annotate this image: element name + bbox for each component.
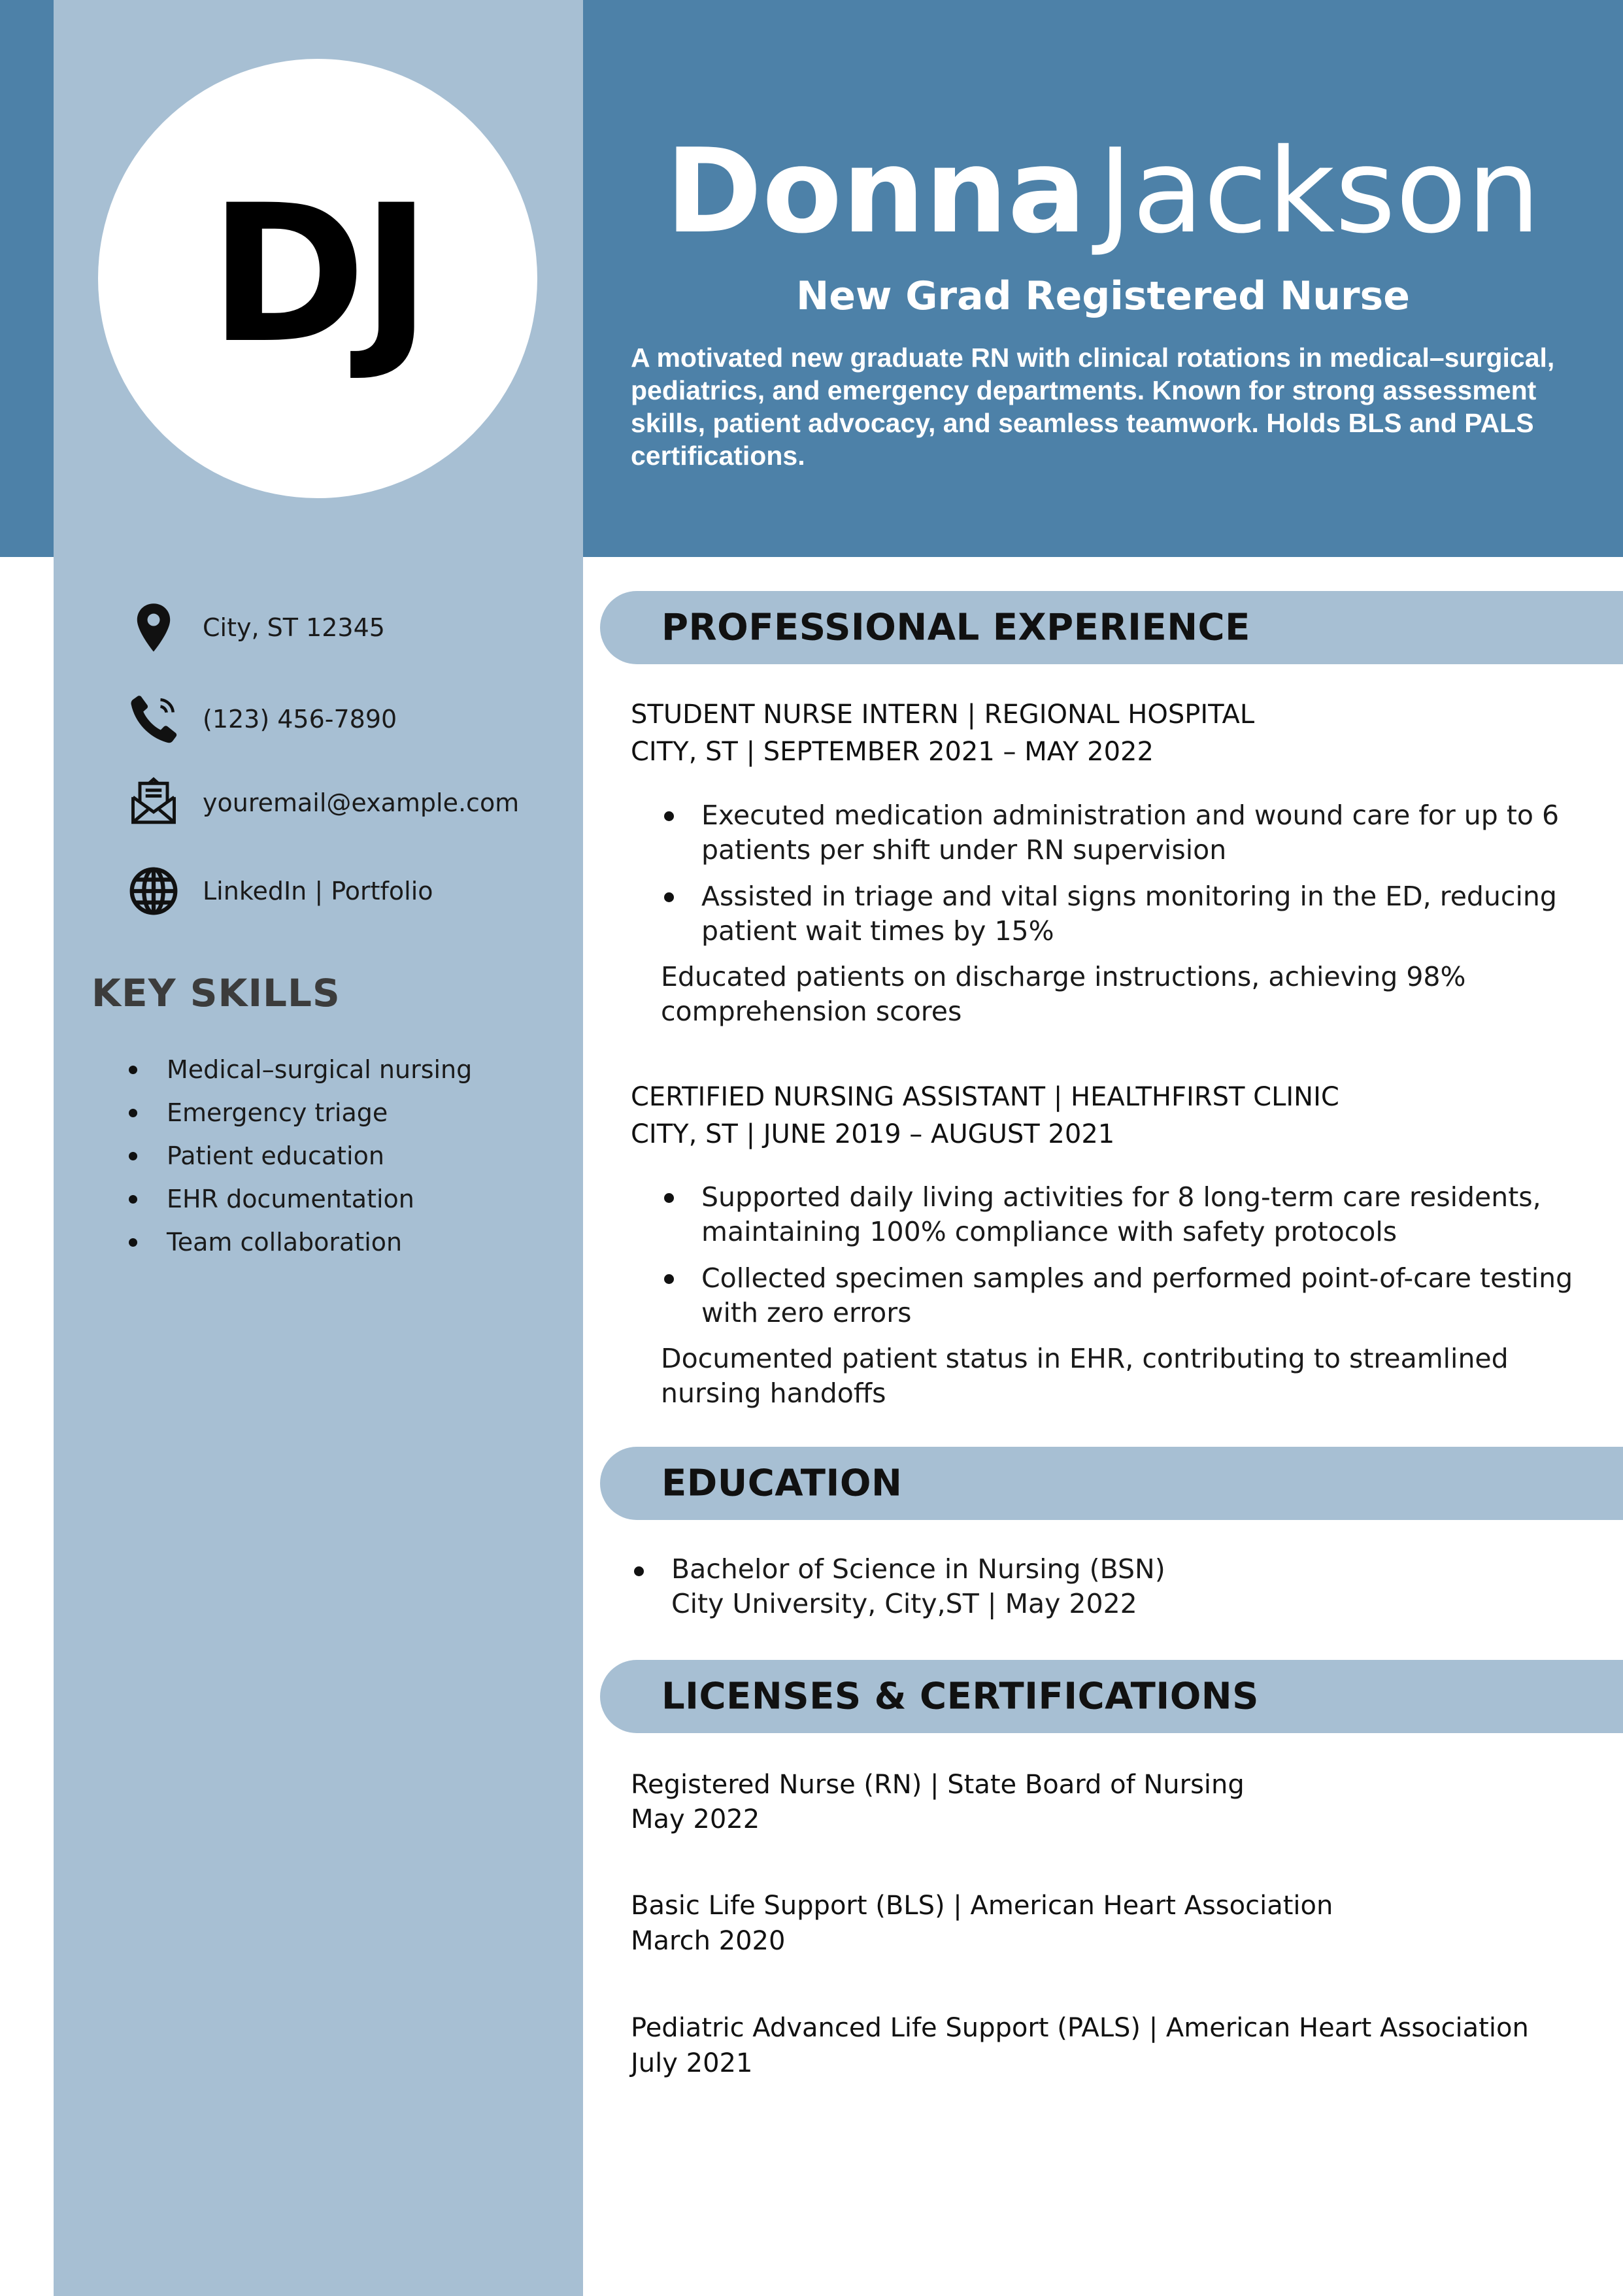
- location-pin-icon: [124, 598, 183, 657]
- skill-item: Emergency triage: [127, 1096, 472, 1139]
- job-title: New Grad Registered Nurse: [796, 273, 1410, 319]
- cert-date: March 2020: [631, 1926, 786, 1956]
- left-accent-strip: [0, 0, 54, 557]
- skills-list: [127, 1053, 472, 1268]
- job-bullet: Executed medication administration and wound care for up to 6 patients per shift under RN supervision: [701, 798, 1603, 868]
- email-text: youremail@example.com: [203, 788, 520, 817]
- phone-icon: [124, 690, 183, 749]
- degree: Bachelor of Science in Nursing (BSN): [671, 1553, 1165, 1585]
- location-text: City, ST 12345: [203, 613, 385, 642]
- last-name: Jackson: [1097, 124, 1541, 259]
- education-entry: [671, 1552, 1586, 1621]
- job-meta: CITY, ST | JUNE 2019 – AUGUST 2021: [631, 1119, 1115, 1149]
- experience-section-header: [600, 591, 1623, 664]
- monogram-circle: [98, 59, 537, 498]
- skill-item: Patient education: [127, 1139, 472, 1182]
- job-extra: Educated patients on discharge instructions, achieving 98% comprehension scores: [661, 961, 1466, 1027]
- certifications-title: LICENSES & CERTIFICATIONS: [661, 1675, 1259, 1718]
- first-name: Donna: [665, 124, 1086, 259]
- skill-item: Medical–surgical nursing: [127, 1053, 472, 1096]
- job-role: STUDENT NURSE INTERN | REGIONAL HOSPITAL: [631, 700, 1255, 730]
- links-text: LinkedIn | Portfolio: [203, 877, 433, 905]
- job-meta: CITY, ST | SEPTEMBER 2021 – MAY 2022: [631, 737, 1154, 767]
- job-role: CERTIFIED NURSING ASSISTANT | HEALTHFIRST CLINIC: [631, 1082, 1339, 1112]
- skill-item: EHR documentation: [127, 1182, 472, 1225]
- job-bullet: Supported daily living activities for 8 long-term care residents, maintaining 100% compliance with safety protocols: [701, 1180, 1603, 1249]
- cert-name: Pediatric Advanced Life Support (PALS) | American Heart Association: [631, 2013, 1529, 2043]
- job-extra: Documented patient status in EHR, contributing to streamlined nursing handoffs: [661, 1343, 1509, 1409]
- education-section-header: [600, 1447, 1623, 1520]
- cert-date: July 2021: [631, 2048, 753, 2078]
- summary: A motivated new graduate RN with clinical rotations in medical–surgical, pediatrics, and emergency departments. Known for strong assessment skills, patient advocacy, and seamless teamwork. Holds BLS and PALS certifications.: [631, 343, 1555, 471]
- email-icon: [124, 773, 183, 832]
- education-title: EDUCATION: [661, 1462, 903, 1505]
- cert-name: Registered Nurse (RN) | State Board of Nursing: [631, 1770, 1245, 1800]
- job-bullet: Collected specimen samples and performed point-of-care testing with zero errors: [701, 1261, 1603, 1330]
- initials: DJ: [209, 165, 427, 385]
- school: City University, City,ST | May 2022: [671, 1588, 1137, 1619]
- contact-phone: [124, 690, 397, 749]
- experience-title: PROFESSIONAL EXPERIENCE: [661, 606, 1250, 649]
- full-name: [583, 124, 1623, 259]
- contact-email: [124, 773, 520, 832]
- skill-item: Team collaboration: [127, 1225, 472, 1268]
- cert-name: Basic Life Support (BLS) | American Heart Association: [631, 1891, 1333, 1921]
- cert-date: May 2022: [631, 1804, 760, 1834]
- contact-links: [124, 862, 433, 920]
- certifications-section-header: [600, 1660, 1623, 1733]
- globe-icon: [124, 862, 183, 920]
- skills-title: KEY SKILLS: [92, 971, 341, 1015]
- phone-text: (123) 456-7890: [203, 705, 397, 734]
- job-bullet: Assisted in triage and vital signs monitoring in the ED, reducing patient wait times by 15%: [701, 879, 1603, 949]
- contact-location: [124, 598, 385, 657]
